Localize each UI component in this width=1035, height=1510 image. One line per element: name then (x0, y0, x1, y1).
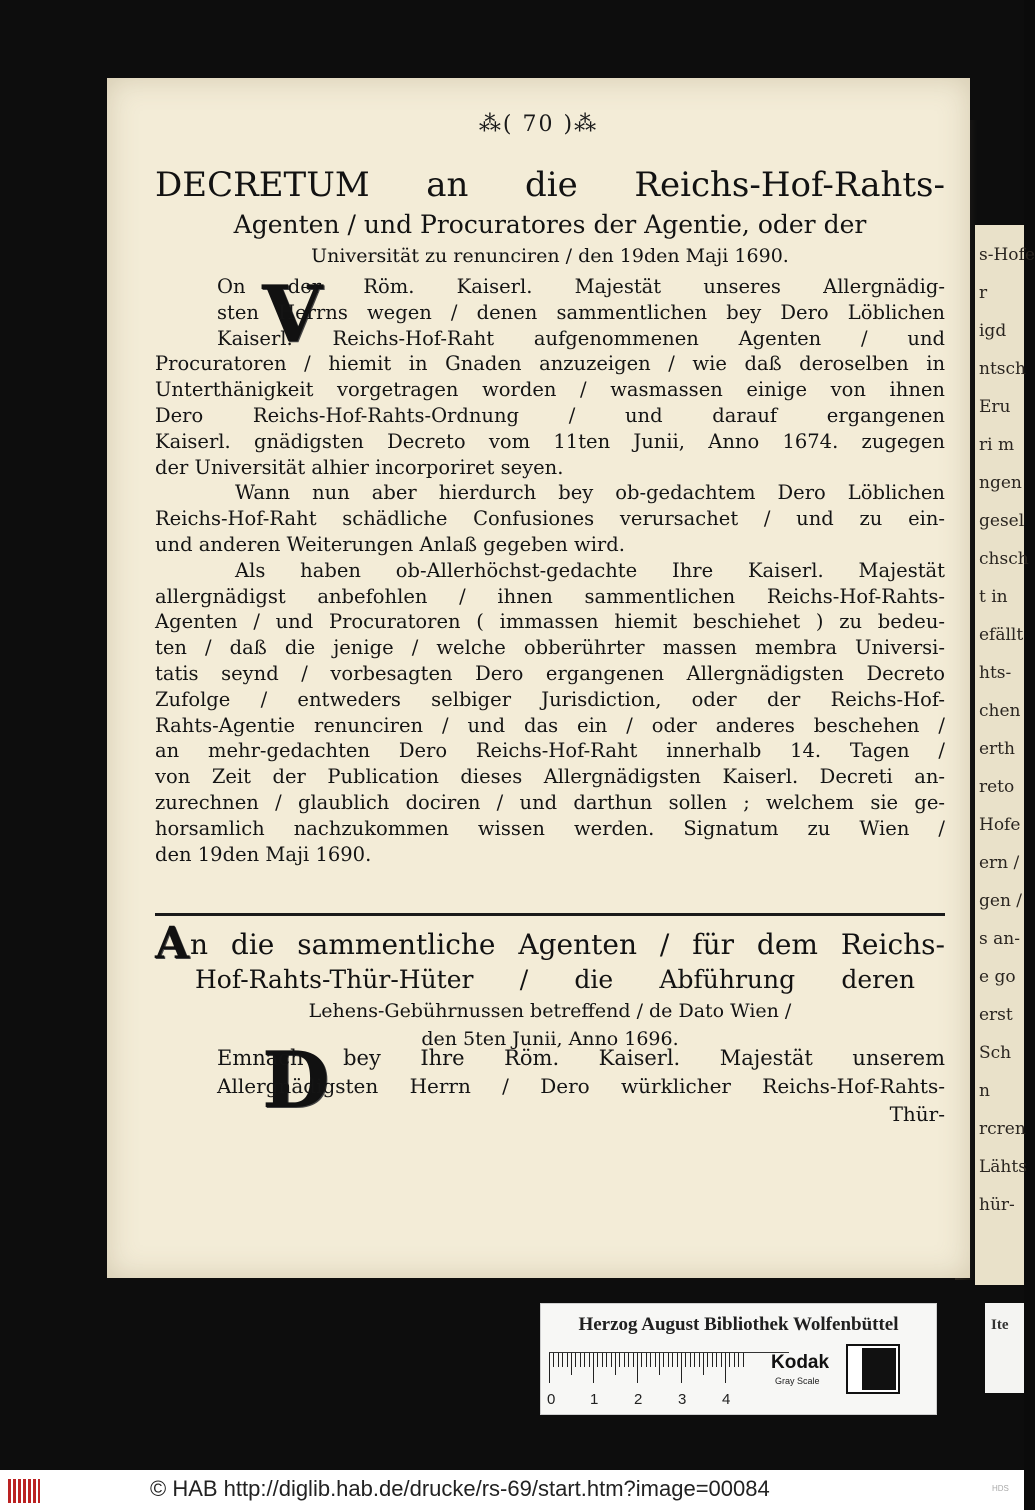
adjacent-page-fragment: e go (979, 967, 1016, 987)
ruler-tick (703, 1353, 704, 1375)
decree1-line: Dero Reichs-Hof-Rahts-Ordnung / und darauf ergangenen (155, 403, 945, 427)
decree1-line: und anderen Weiterungen Anlaß gegeben wird. (155, 532, 625, 556)
kodak-logo: Kodak (771, 1352, 830, 1373)
adjacent-page-fragment: s an- (979, 929, 1020, 949)
ruler-tick (567, 1353, 568, 1367)
ruler-tick (597, 1353, 598, 1367)
decree1-line: ten / daß die jenige / welche obberührter massen membra Universi- (155, 636, 945, 660)
adjacent-page-fragment: gesel (979, 511, 1025, 531)
ruler-number: 2 (634, 1391, 643, 1408)
ruler-tick (743, 1353, 744, 1367)
adjacent-page-fragment: Eru (979, 397, 1011, 417)
ruler-tick (584, 1353, 585, 1367)
ruler-tick (589, 1353, 590, 1367)
ruler-number: 3 (678, 1391, 687, 1408)
footer-bar (0, 1470, 1024, 1510)
ruler-tick (712, 1353, 713, 1367)
ruler-tick (633, 1353, 634, 1367)
decree1-line: zurechnen / glaublich dociren / und darthun sollen ; welchem sie ge- (155, 790, 945, 814)
adjacent-page-fragment: efällt (979, 625, 1024, 645)
adjacent-page-fragment: gen / (979, 891, 1023, 911)
decree1-line: Kaiserl. Reichs-Hof-Raht aufgenommenen Agenten / und (217, 326, 945, 350)
decree2-line: Emnach bey Ihre Röm. Kaiserl. Majestät unserem (217, 1046, 945, 1070)
decree1-line: von Zeit der Publication dieses Allergnädigsten Kaiserl. Decreti an- (155, 765, 945, 789)
ruler-number: 1 (590, 1391, 599, 1408)
decree1-line: Rahts-Agentie renunciren / und das ein / oder anderes beschehen / (155, 713, 945, 737)
ruler-tick (646, 1353, 647, 1367)
decree1-line: horsamlich nachzukommen wissen werden. Signatum zu Wien / (155, 816, 945, 840)
decree1-title-line3: Universität zu renunciren / den 19den Maji 1690. (311, 245, 789, 267)
gray-scale-label: Gray Scale (775, 1376, 820, 1386)
adjacent-page-fragment: ri m (979, 435, 1015, 455)
adjacent-page-fragment: r (979, 283, 988, 303)
adjacent-page-fragment: erst (979, 1005, 1013, 1025)
ruler-tick (619, 1353, 620, 1367)
gray-swatch (846, 1344, 900, 1394)
ruler-tick (575, 1353, 576, 1367)
adjacent-page-fragment: s-Hofe (979, 245, 1035, 265)
ruler-tick (685, 1353, 686, 1367)
ruler-tick (716, 1353, 717, 1367)
copyright-url[interactable]: © HAB http://diglib.hab.de/drucke/rs-69/start.htm?image=00084 (150, 1476, 770, 1501)
ruler-tick (707, 1353, 708, 1367)
footer-small-text: HDS (992, 1484, 1009, 1493)
decree1-line: der Universität alhier incorporiret seyen. (155, 455, 564, 479)
decree1-line: Agenten / und Procuratoren ( immassen hiemit beschiehet ) zu bedeu- (155, 610, 945, 634)
decree1-line: Reichs-Hof-Raht schädliche Confusiones verursachet / und zu ein- (155, 507, 945, 531)
decree1-line: On der Röm. Kaiserl. Majestät unseres Allergnädig- (217, 275, 945, 298)
adjacent-page-fragment: ngen (979, 473, 1022, 493)
ruler-tick (699, 1353, 700, 1367)
decree2-title-line2: Hof-Rahts-Thür-Hüter / die Abführung deren (195, 965, 915, 994)
decree1-body (155, 269, 945, 867)
adjacent-target-text: Ite (991, 1317, 1009, 1333)
ruler-number: 0 (547, 1391, 556, 1408)
ruler-tick (681, 1353, 682, 1383)
ruler-tick (641, 1353, 642, 1367)
ruler-tick (606, 1353, 607, 1367)
decree1-title-line1: DECRETUM an die Reichs-Hof-Rahts- (155, 165, 945, 205)
adjacent-page-fragment: chsch (979, 549, 1029, 569)
decree2-title-line4: den 5ten Junii, Anno 1696. (421, 1028, 679, 1050)
adjacent-page-fragment: Hofe (979, 815, 1021, 835)
scale-ruler (547, 1352, 789, 1408)
ruler-tick (734, 1353, 735, 1367)
ruler-tick (593, 1353, 594, 1383)
page-number: ⁂( 70 )⁂ (478, 112, 599, 137)
ruler-tick (668, 1353, 669, 1367)
decree1-line: allergnädigst anbefohlen / ihnen sammentlichen Reichs-Hof-Rahts- (155, 584, 945, 608)
color-target-card (540, 1303, 937, 1415)
ruler-tick (672, 1353, 673, 1367)
ruler-tick (553, 1353, 554, 1367)
decree1-line: Procuratoren / hiemit in Gnaden anzuzeigen / wie daß deroselben in (155, 352, 945, 376)
ruler-tick (628, 1353, 629, 1367)
black-swatch (862, 1348, 896, 1390)
decree2-title-line1: n die sammentliche Agenten / für dem Reichs- (190, 928, 945, 961)
ruler-tick (729, 1353, 730, 1367)
decree1-line: an mehr-gedachten Dero Reichs-Hof-Raht innerhalb 14. Tagen / (155, 739, 945, 763)
ruler-tick (558, 1353, 559, 1367)
decree1-line: sten Herrns wegen / denen sammentlichen bey Dero Löblichen (217, 300, 945, 324)
decree2-heading-dropcap: A (155, 918, 190, 969)
adjacent-page-fragment: Sch (979, 1043, 1012, 1063)
ruler-tick (663, 1353, 664, 1367)
ruler-tick (624, 1353, 625, 1367)
ruler-tick (637, 1353, 638, 1383)
adjacent-page-fragment: n (979, 1081, 990, 1101)
ruler-tick (655, 1353, 656, 1367)
ruler-tick (580, 1353, 581, 1367)
section-divider (155, 913, 945, 916)
adjacent-page-fragment: ern / (979, 853, 1020, 873)
decree1-line: tatis seynd / vorbesagten Dero ergangenen Allergnädigsten Decreto (155, 661, 945, 685)
ruler-tick (677, 1353, 678, 1367)
decree1-line: Zufolge / entweders selbiger Jurisdiction, oder der Reichs-Hof- (155, 687, 945, 711)
adjacent-target-edge (985, 1303, 1024, 1393)
ruler-tick (549, 1353, 550, 1383)
adjacent-page-fragment: Lähts (979, 1157, 1027, 1177)
ruler-tick (725, 1353, 726, 1383)
decree1-line: Als haben ob-Allerhöchst-gedachte Ihre Kaiserl. Majestät (235, 558, 945, 582)
adjacent-page-fragment: ntsch (979, 359, 1026, 379)
adjacent-page-fragment: chen (979, 701, 1021, 721)
ruler-tick (571, 1353, 572, 1375)
decree1-line: den 19den Maji 1690. (155, 842, 372, 866)
adjacent-page-fragment: hür- (979, 1195, 1015, 1215)
ruler-number: 4 (722, 1391, 731, 1408)
decree1-dropcap: V (262, 269, 323, 360)
adjacent-page-edge (975, 225, 1035, 1285)
adjacent-page-fragment: erth (979, 739, 1015, 759)
ruler-tick (690, 1353, 691, 1367)
decree1-title-line2: Agenten / und Procuratores der Agentie, oder der (233, 210, 867, 239)
adjacent-page-fragment: rcren (979, 1119, 1026, 1139)
decree2-catchword: Thür- (889, 1102, 945, 1126)
decree1-line: Kaiserl. gnädigsten Decreto vom 11ten Junii, Anno 1674. zugegen (155, 429, 945, 453)
adjacent-page-fragment: reto (979, 777, 1015, 797)
ruler-tick (659, 1353, 660, 1375)
ruler-tick (738, 1353, 739, 1367)
decree2-title-line3: Lehens-Gebührnussen betreffend / de Dato Wien / (308, 1000, 792, 1022)
ruler-tick (602, 1353, 603, 1367)
decree1-line: Unterthänigkeit vorgetragen worden / wasmassen einige von ihnen (155, 378, 945, 402)
ruler-tick (562, 1353, 563, 1367)
decree2-dropcap: D (262, 1035, 330, 1126)
library-name: Herzog August Bibliothek Wolfenbüttel (578, 1314, 899, 1335)
decree2-line: Allergnädigsten Herrn / Dero würklicher Reichs-Hof-Rahts- (217, 1074, 945, 1098)
decree1-line: Wann nun aber hierdurch bey ob-gedachtem Dero Löblichen (235, 481, 945, 505)
ruler-tick (694, 1353, 695, 1367)
adjacent-page-fragment: t in (979, 587, 1008, 607)
ruler-tick (615, 1353, 616, 1375)
adjacent-page-fragment: igd (979, 321, 1007, 341)
ruler-tick (721, 1353, 722, 1367)
adjacent-page-fragment: hts- (979, 663, 1012, 683)
hab-logo-icon (8, 1479, 40, 1503)
ruler-tick (650, 1353, 651, 1367)
ruler-tick (611, 1353, 612, 1367)
